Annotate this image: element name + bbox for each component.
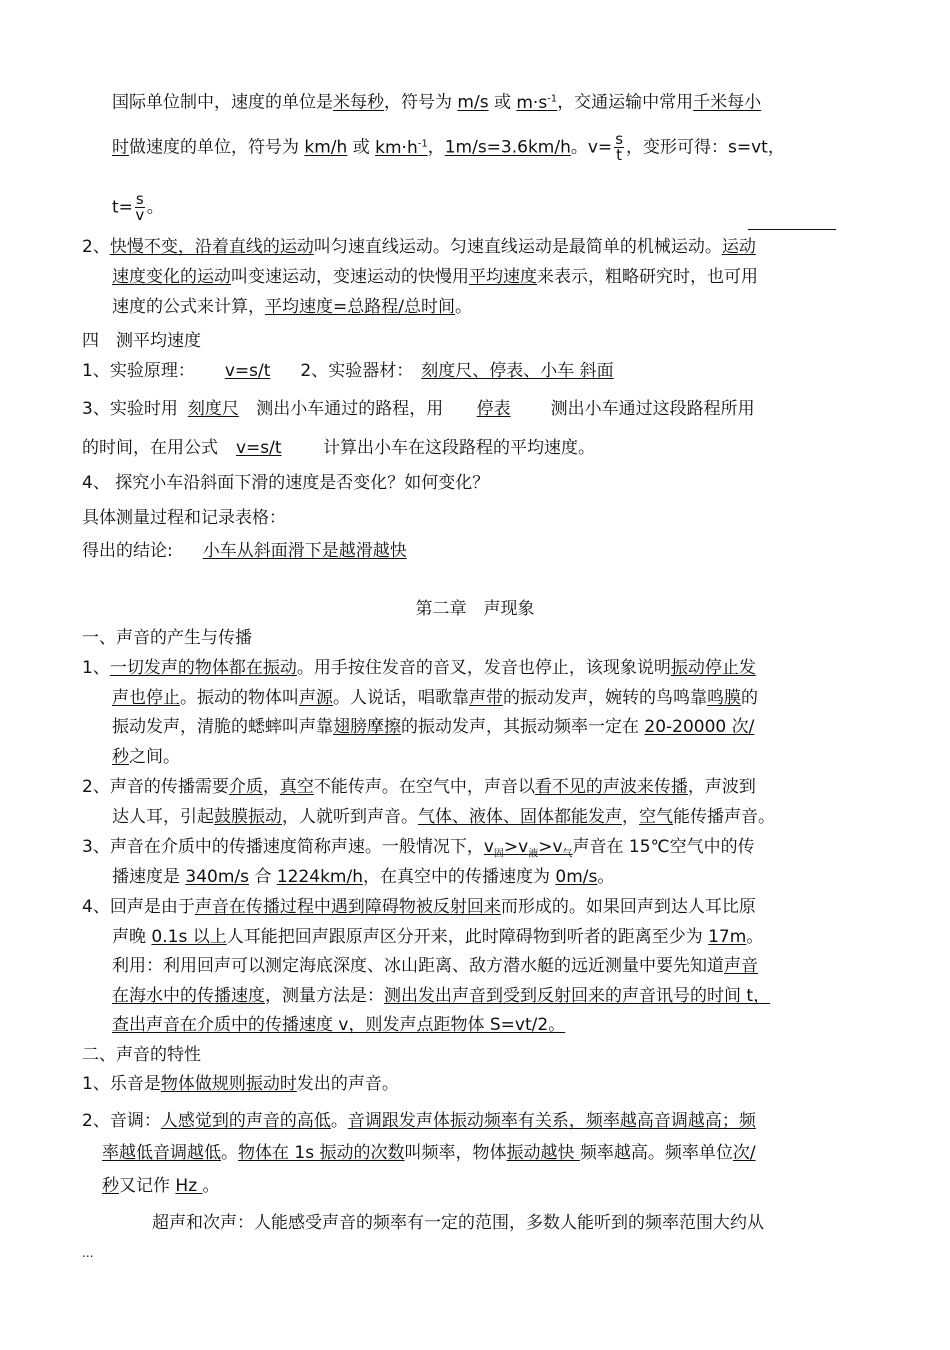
- text-line: 速度变化的运动叫变速运动，变速运动的快慢用平均速度来表示，粗略研究时，也可用: [112, 267, 758, 287]
- text-line: 率越低音调越低。物体在 1s 振动的次数叫频率，物体振动越快 频率越高。频率单位次/: [102, 1143, 756, 1163]
- text-line: 利用：利用回声可以测定海底深度、冰山距离、敌方潜水艇的远近测量中要先知道声音: [112, 956, 758, 976]
- text-line: 2、音调：人感觉到的声音的高低。音调跟发声体振动频率有关系，频率越高音调越高；频: [82, 1111, 756, 1131]
- section-heading: 一、声音的产生与传播: [82, 628, 252, 648]
- ellipsis: ...: [82, 1246, 94, 1260]
- section-heading: 二、声音的特性: [82, 1045, 201, 1065]
- text-line: 振动发声，清脆的蟋蟀叫声靠翅膀摩擦的振动发声，其振动频率一定在 20-20000 次/: [112, 717, 755, 737]
- text-line: 3、实验时用 刻度尺 测出小车通过的路程，用 停表 测出小车通过这段路程所用: [82, 399, 755, 419]
- text-line: 1、一切发声的物体都在振动。用手按住发音的音叉，发音也停止，该现象说明振动停止发: [82, 658, 756, 678]
- text-line: 得出的结论: 小车从斜面滑下是越滑越快: [82, 541, 407, 561]
- text-line: 1、乐音是物体做规则振动时发出的声音。: [82, 1074, 399, 1094]
- text-line: 播速度是 340m/s 合 1224km/h，在真空中的传播速度为 0m/s。: [112, 867, 615, 887]
- text-line: 声晚 0.1s 以上人耳能把回声跟原声区分开来，此时障碍物到听者的距离至少为 17m。: [112, 927, 764, 947]
- text-line: 秒之间。: [112, 747, 180, 767]
- text-line: 4、回声是由于声音在传播过程中遇到障碍物被反射回来而形成的。如果回声到达人耳比原: [82, 897, 756, 917]
- text-line: 达人耳，引起鼓膜振动，人就听到声音。气体、液体、固体都能发声，空气能传播声音。: [112, 807, 775, 827]
- text-line: 1、实验原理： v=s/t 2、实验器材： 刻度尺、停表、小车 斜面: [82, 361, 614, 381]
- text-line: 超声和次声：人能感受声音的频率有一定的范围，多数人能听到的频率范围大约从: [152, 1213, 764, 1233]
- section-heading: 四 测平均速度: [82, 331, 201, 351]
- text-line: 查出声音在介质中的传播速度 v，则发声点距物体 S=vt/2。: [112, 1015, 566, 1035]
- text-line: 3、声音在介质中的传播速度简称声速。一般情况下，$v_固>v_液>v_气$声音在 15℃空气中的传: [82, 837, 755, 860]
- chapter-title: 第二章 声现象: [415, 599, 535, 619]
- text-line: 速度的公式来计算，平均速度=总路程/总时间。: [112, 297, 472, 317]
- stray-underline: [748, 229, 836, 230]
- text-line: 2、快慢不变，沿着直线的运动叫匀速直线运动。匀速直线运动是最简单的机械运动。运动: [82, 237, 756, 257]
- text-line: 具体测量过程和记录表格：: [82, 508, 286, 528]
- text-line: 秒又记作 Hz 。: [102, 1176, 220, 1196]
- text-line: 国际单位制中，速度的单位是米每秒，符号为 m/s 或 $m\cdot s^{-1}$，交通运输中常用千米每小: [112, 92, 762, 113]
- fraction-s-over-v: $\frac{s}{v}$: [135, 190, 145, 224]
- text-line: 时做速度的单位，符号为 km/h 或 $km\cdot h^{-1}$，1m/s=3.6km/h。v= $\frac{s}{t}$ ，变形可得：s=vt，: [112, 130, 785, 164]
- fraction-s-over-t: $\frac{s}{t}$: [615, 130, 624, 164]
- text-line: 2、声音的传播需要介质，真空不能传声。在空气中，声音以看不见的声波来传播，声波到: [82, 777, 756, 797]
- text-line: 4、 探究小车沿斜面下滑的速度是否变化？如何变化？: [82, 473, 490, 493]
- text-line: 的时间，在用公式 v=s/t 计算出小车在这段路程的平均速度。: [82, 438, 595, 458]
- text-line: 声也停止。振动的物体叫声源。人说话，唱歌靠声带的振动发声，婉转的鸟鸣靠鸣膜的: [112, 688, 758, 708]
- text-line: 在海水中的传播速度，测量方法是：测出发出声音到受到反射回来的声音讯号的时间 t，: [112, 986, 771, 1006]
- text-line: t= $\frac{s}{v}$ 。: [112, 190, 164, 224]
